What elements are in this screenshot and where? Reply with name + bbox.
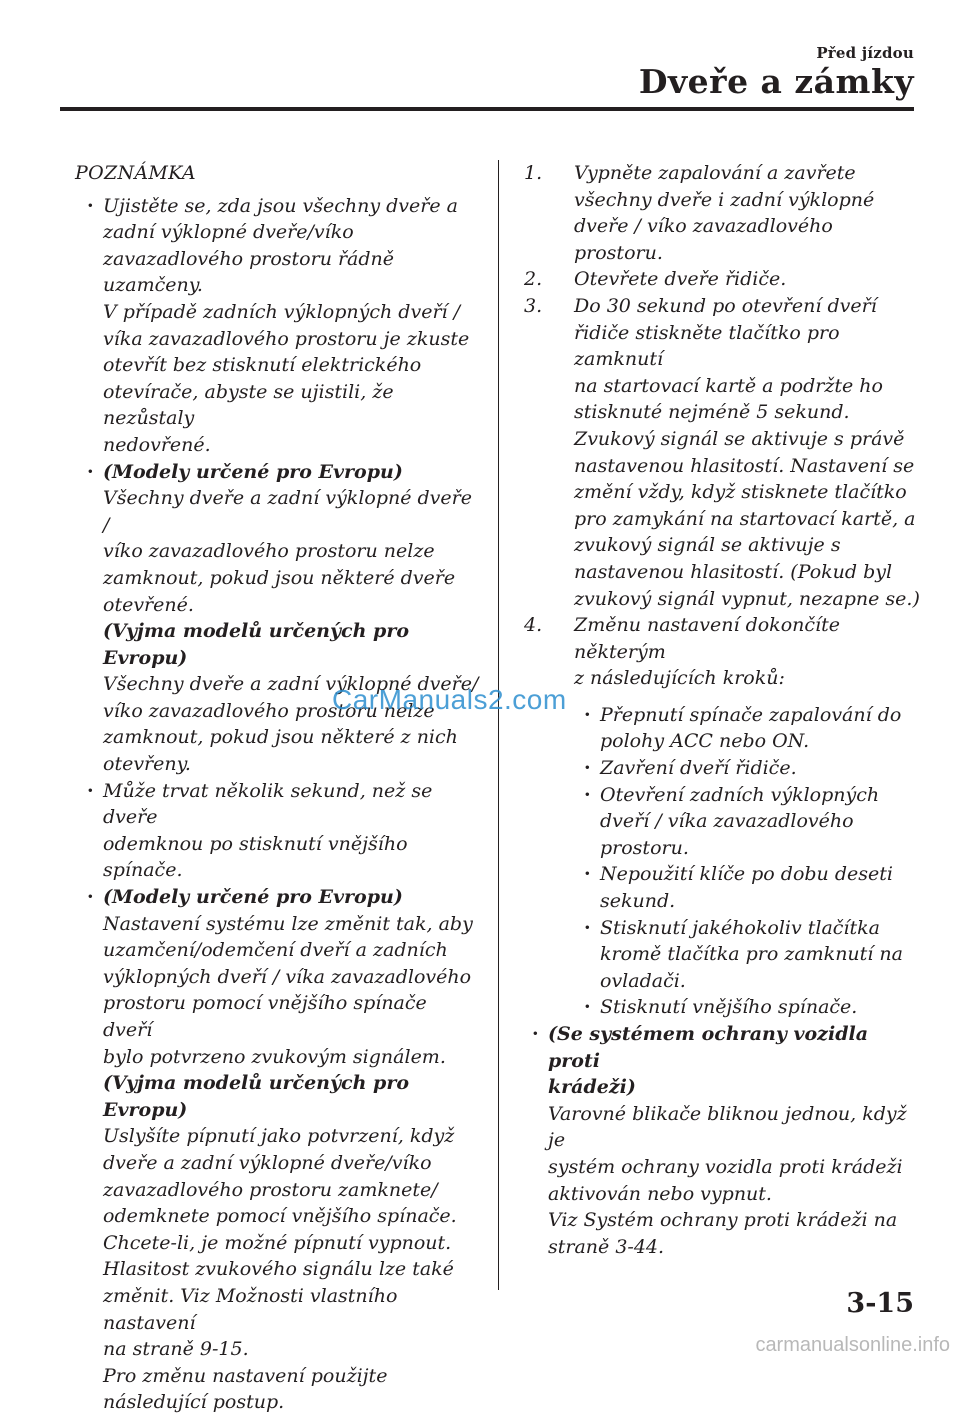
line: změní vždy, když stisknete tlačítko — [574, 481, 907, 504]
line: Chcete-li, je možné pípnutí vypnout. — [103, 1231, 452, 1254]
line: výklopných dveří / víka zavazadlového — [103, 965, 472, 988]
watermark-logo: CarManuals2.com — [332, 684, 567, 715]
line: Pro změnu nastavení použijte — [103, 1364, 388, 1387]
step-number: 3. — [524, 294, 543, 317]
line: víka zavazadlového prostoru je zkuste — [103, 327, 470, 350]
line: · Ujistěte se, zda jsou všechny dveře a — [103, 194, 458, 217]
line: · Stisknutí jakéhokoliv tlačítka — [600, 916, 880, 939]
line: zvukový signál vypnut, nezapne se.) — [574, 587, 920, 610]
subheading-non-europe: (Vyjma modelů určených pro Evropu) — [103, 1072, 410, 1121]
line: prostoru pomocí vnějšího spínače dveří — [103, 992, 427, 1041]
note-bullet-2 — [75, 459, 480, 778]
line: · Nepoužití klíče po dobu deseti — [600, 863, 893, 886]
note-bullet-4 — [75, 884, 480, 1416]
line: prostoru. — [600, 836, 689, 859]
line: pro zamykání na startovací kartě, a — [574, 507, 916, 530]
line: Otevřete dveře řidiče. — [574, 268, 787, 291]
page-number: 3-15 — [846, 1288, 914, 1319]
section-label: Před jízdou — [816, 44, 914, 62]
line: Do 30 sekund po otevření dveří — [574, 294, 877, 317]
note-title: POZNÁMKA — [75, 162, 196, 184]
line: zavazadlového prostoru řádně — [103, 247, 395, 270]
line: změnit. Viz Možnosti vlastního nastavení — [103, 1284, 398, 1334]
line: uzamčení/odemčení dveří a zadních — [103, 939, 448, 962]
column-divider — [498, 160, 499, 1290]
line: všechny dveře i zadní výklopné — [574, 188, 875, 211]
step-1 — [520, 160, 920, 266]
line: · Přepnutí spínače zapalování do — [600, 703, 902, 726]
step-4 — [520, 612, 920, 692]
page-title: Dveře a zámky — [638, 62, 914, 101]
line: · Může trvat několik sekund, než se dveře — [103, 779, 433, 829]
line: · Zavření dveří řidiče. — [600, 757, 797, 780]
note-bullet-3 — [75, 778, 480, 884]
line: otevřít bez stisknutí elektrického — [103, 354, 422, 377]
line: ovladači. — [600, 969, 686, 992]
line: straně 3-44. — [548, 1235, 665, 1258]
step-2 — [520, 266, 920, 293]
line: zamknout, pokud jsou některé z nich — [103, 726, 458, 749]
line: Hlasitost zvukového signálu lze také — [103, 1258, 454, 1281]
line: stisknuté nejméně 5 sekund. — [574, 401, 850, 424]
line: dveří / víka zavazadlového — [600, 810, 854, 833]
line: z následujících kroků: — [574, 667, 785, 690]
sub-bullet-4 — [520, 861, 920, 914]
line: otevírače, abyste se ujistili, že nezůstaly — [103, 380, 394, 430]
line: Změnu nastavení dokončíte některým — [574, 614, 840, 663]
line: dveře a zadní výklopné dveře/víko — [103, 1151, 432, 1174]
line: Všechny dveře a zadní výklopné dveře / — [103, 487, 472, 536]
line: Varovné blikače bliknou jednou, když je — [548, 1102, 907, 1152]
line: kromě tlačítka pro zamknutí na — [600, 943, 903, 966]
line: řidiče stiskněte tlačítko pro zamknutí — [574, 321, 840, 371]
sub-bullet-3 — [520, 782, 920, 862]
line: bylo potvrzeno zvukovým signálem. — [103, 1045, 446, 1068]
line: odemknete pomocí vnějšího spínače. — [103, 1205, 457, 1228]
sub-bullet-5 — [520, 915, 920, 995]
line: zavazadlového prostoru zamknete/ — [103, 1178, 438, 1201]
footer-watermark: carmanualsonline.info — [755, 1334, 950, 1356]
line: zadní výklopné dveře/víko — [103, 221, 354, 244]
line: Nastavení systému lze změnit tak, aby — [103, 912, 473, 935]
subheading-europe: · (Modely určené pro Evropu) — [103, 460, 403, 483]
line: zamknout, pokud jsou některé dveře — [103, 566, 456, 589]
line: polohy ACC nebo ON. — [600, 730, 810, 753]
step-3 — [520, 293, 920, 612]
line: následující postup. — [103, 1391, 285, 1414]
line: Zvukový signál se aktivuje s právě — [574, 427, 905, 450]
line: Viz Systém ochrany proti krádeži na — [548, 1209, 898, 1232]
note-bullet-1 — [75, 193, 480, 459]
line: · Otevření zadních výklopných — [600, 783, 880, 806]
line: na straně 9-15. — [103, 1338, 249, 1361]
step-number: 2. — [524, 268, 543, 291]
line: odemknou po stisknutí vnějšího spínače. — [103, 832, 408, 882]
line: Uslyšíte pípnutí jako potvrzení, když — [103, 1125, 455, 1148]
line: otevřené. — [103, 593, 194, 616]
subheading-antitheft: · (Se systémem ochrany vozidla proti — [548, 1023, 869, 1072]
line: systém ochrany vozidla proti krádeži — [548, 1155, 903, 1178]
line: na startovací kartě a podržte ho — [574, 374, 883, 397]
step-number: 1. — [524, 162, 543, 184]
line: víko zavazadlového prostoru nelze — [103, 699, 435, 722]
line: uzamčeny. — [103, 274, 203, 297]
header-rule — [60, 107, 914, 111]
line: · Stisknutí vnějšího spínače. — [600, 996, 858, 1019]
line: sekund. — [600, 890, 676, 913]
line: nastavenou hlasitostí. (Pokud byl — [574, 560, 893, 583]
right-column — [520, 160, 920, 1260]
line: Vypněte zapalování a zavřete — [574, 162, 856, 184]
line: nedovřené. — [103, 433, 211, 456]
subheading-europe: · (Modely určené pro Evropu) — [103, 886, 403, 909]
line: víko zavazadlového prostoru nelze — [103, 540, 435, 563]
sub-bullet-6 — [520, 994, 920, 1021]
subheading-non-europe: (Vyjma modelů určených pro Evropu) — [103, 620, 410, 669]
line: zvukový signál se aktivuje s — [574, 534, 841, 557]
line: nastavenou hlasitostí. Nastavení se — [574, 454, 915, 477]
line: aktivován nebo vypnut. — [548, 1182, 772, 1205]
line: dveře / víko zavazadlového prostoru. — [574, 215, 833, 264]
line: otevřeny. — [103, 753, 191, 776]
line: Všechny dveře a zadní výklopné dveře/ — [103, 673, 479, 696]
line: V případě zadních výklopných dveří / — [103, 300, 461, 323]
step-number: 4. — [524, 614, 543, 637]
sub-bullet-1 — [520, 702, 920, 755]
sub-bullet-2 — [520, 755, 920, 782]
left-column — [75, 160, 480, 1416]
subheading-antitheft: krádeži) — [548, 1076, 636, 1099]
note-bullet-5 — [520, 1021, 920, 1260]
